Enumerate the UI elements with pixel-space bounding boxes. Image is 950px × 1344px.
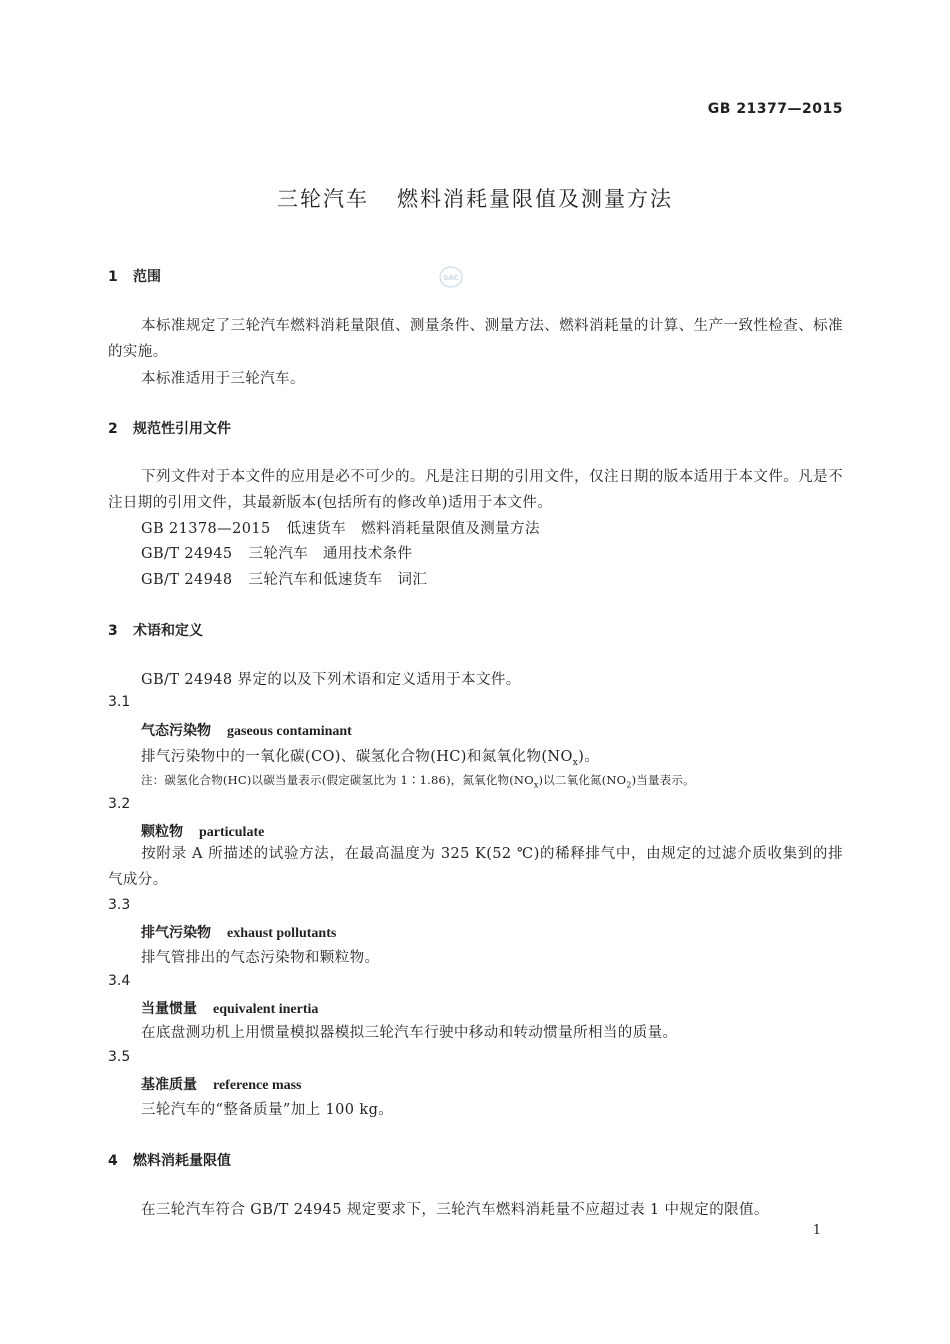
- section-number: 3: [108, 623, 118, 639]
- section-number: 2: [108, 421, 118, 437]
- term-note: [141, 772, 695, 789]
- paragraph-text: 本标准规定了三轮汽车燃料消耗量限值、测量条件、测量方法、燃料消耗量的计算、生产一致性检查、标准的实施。: [108, 318, 843, 360]
- term-zh: 基准质量: [141, 1077, 197, 1093]
- reference-code: GB/T 24948: [141, 572, 233, 588]
- term-definition: [108, 841, 843, 893]
- term-number: 3.1: [108, 694, 131, 710]
- page-number: 1: [812, 1223, 821, 1238]
- term-definition: [141, 745, 599, 768]
- page-title: [0, 183, 950, 213]
- title-part-2: 燃料消耗量限值及测量方法: [397, 187, 673, 211]
- term-zh: 当量惯量: [141, 1001, 197, 1017]
- term-zh: 排气污染物: [141, 925, 211, 941]
- sac-watermark-icon: [439, 266, 463, 288]
- reference-item: [141, 517, 540, 538]
- term-definition: 排气管排出的气态污染物和颗粒物。: [141, 950, 380, 966]
- section-title: 范围: [133, 269, 161, 285]
- section-title: 燃料消耗量限值: [133, 1153, 231, 1169]
- term-en: equivalent inertia: [213, 1002, 319, 1017]
- section-4-heading: [108, 1150, 231, 1170]
- reference-title: 三轮汽车和低速货车 词汇: [248, 572, 428, 588]
- term-zh: 气态污染物: [141, 723, 211, 739]
- term-zh: 颗粒物: [141, 824, 183, 840]
- reference-code: GB/T 24945: [141, 546, 233, 562]
- term-en: particulate: [199, 825, 265, 840]
- reference-code: GB 21378—2015: [141, 521, 271, 537]
- subscript: x: [572, 757, 579, 768]
- section-3-intro: GB/T 24948 界定的以及下列术语和定义适用于本文件。: [141, 672, 521, 688]
- subscript: x: [533, 780, 539, 790]
- definition-text-end: )。: [578, 749, 600, 765]
- section-title: 术语和定义: [133, 623, 203, 639]
- svg-text:SAC: SAC: [443, 274, 459, 282]
- term-definition: 在底盘测功机上用惯量模拟器模拟三轮汽车行驶中移动和转动惯量所相当的质量。: [141, 1025, 678, 1041]
- section-1-paragraph-2: 本标准适用于三轮汽车。: [141, 371, 305, 387]
- section-2-paragraph-1: [108, 464, 843, 516]
- standard-number: GB 21377—2015: [707, 101, 843, 117]
- section-4-paragraph-1: 在三轮汽车符合 GB/T 24945 规定要求下，三轮汽车燃料消耗量不应超过表 1 中规定的限值。: [141, 1202, 769, 1218]
- note-text-middle: )以二氧化氮(NO: [538, 773, 627, 787]
- section-3-heading: [108, 620, 203, 640]
- term-heading: [141, 720, 352, 740]
- term-en: reference mass: [213, 1078, 302, 1093]
- definition-text: 按附录 A 所描述的试验方法，在最高温度为 325 K(52 ℃)的稀释排气中，由规定的过滤介质收集到的排气成分。: [108, 846, 843, 888]
- section-title: 规范性引用文件: [133, 421, 231, 437]
- term-definition: 三轮汽车的“整备质量”加上 100 kg。: [141, 1102, 394, 1118]
- definition-text: 排气污染物中的一氧化碳(CO)、碳氢化合物(HC)和氮氧化物(NO: [141, 749, 573, 765]
- reference-item: [141, 542, 412, 563]
- note-text: 注：碳氢化合物(HC)以碳当量表示(假定碳氢比为 1∶1.86)，氮氧化物(NO: [141, 773, 534, 787]
- reference-title: 三轮汽车 通用技术条件: [248, 546, 413, 562]
- term-heading: [141, 821, 264, 841]
- section-number: 1: [108, 269, 118, 285]
- section-1-heading: [108, 266, 161, 286]
- title-part-1: 三轮汽车: [277, 187, 369, 211]
- section-1-paragraph-1: [108, 313, 843, 365]
- section-2-heading: [108, 418, 231, 438]
- paragraph-text: 下列文件对于本文件的应用是必不可少的。凡是注日期的引用文件，仅注日期的版本适用于本文件。凡是不注日期的引用文件，其最新版本(包括所有的修改单)适用于本文件。: [108, 469, 843, 511]
- term-number: 3.2: [108, 796, 131, 812]
- term-en: gaseous contaminant: [227, 724, 352, 739]
- term-heading: [141, 998, 318, 1018]
- term-number: 3.4: [108, 973, 131, 989]
- term-heading: [141, 922, 336, 942]
- section-number: 4: [108, 1153, 118, 1169]
- term-en: exhaust pollutants: [227, 926, 337, 941]
- term-number: 3.5: [108, 1049, 131, 1065]
- subscript: 2: [626, 780, 632, 790]
- note-text-end: )当量表示。: [631, 773, 695, 787]
- reference-item: [141, 568, 427, 589]
- reference-title: 低速货车 燃料消耗量限值及测量方法: [286, 521, 540, 537]
- term-heading: [141, 1074, 302, 1094]
- term-number: 3.3: [108, 897, 131, 913]
